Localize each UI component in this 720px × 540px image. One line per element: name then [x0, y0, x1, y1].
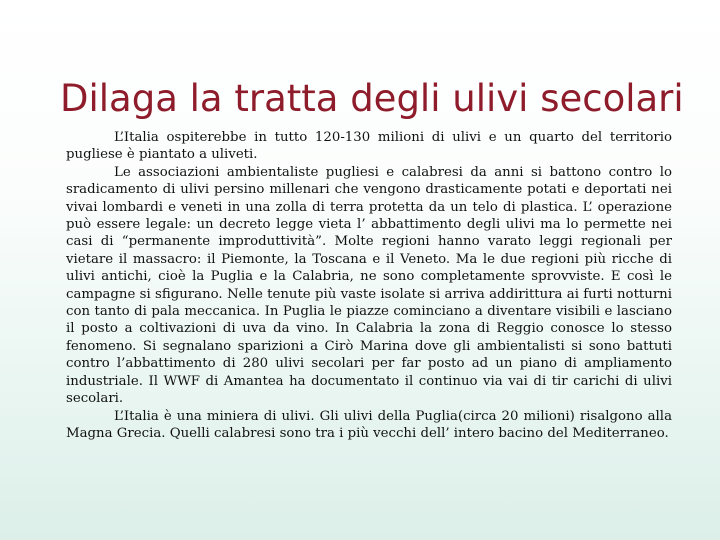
paragraph-associations: Le associazioni ambientaliste pugliesi e calabresi da anni si battono contro lo sradicamento di ulivi persino millenari che vengono drasticamente potati e deportati nei vivai lombardi e veneti in una zolla di terra protetta da un telo di plastica. L’ operazione può essere legale: un decreto legge vieta l’ abbattimento degli ulivi ma lo permette nei casi di “permanente improduttività”. Molte regioni hanno varato leggi regionali per vietare il massacro: il Piemonte, la Toscana e il Veneto. Ma le due regioni più ricche di ulivi antichi, cioè la Puglia e la Calabria, ne sono completamente sprovviste. E così le campagne si sfigurano. Nelle tenute più vaste isolate si arriva addirittura ai furti notturni con tanto di pala meccanica. In Puglia le piazze cominciano a diventare visibili e lasciano il posto a coltivazioni di uva da vino. In Calabria la zona di Reggio conosce lo stesso fenomeno. Si segnalano sparizioni a Cirò Marina dove gli ambientalisti si sono battuti contro l’abbattimento di 280 ulivi secolari per far posto ad un piano di ampliamento industriale. Il WWF di Amantea ha documentato il continuo via vai di tir carichi di ulivi secolari.	[66, 164, 672, 407]
paragraph-intro: L’Italia ospiterebbe in tutto 120-130 milioni di ulivi e un quarto del territorio pugliese è piantato a uliveti.	[66, 130, 672, 163]
slide-body	[66, 129, 672, 442]
paragraph-conclusion: L’Italia è una miniera di ulivi. Gli ulivi della Puglia(circa 20 milioni) risalgono alla Magna Grecia. Quelli calabresi sono tra i più vecchi dell’ intero bacino del Mediterraneo.	[66, 408, 672, 441]
slide-title: Dilaga la tratta degli ulivi secolari	[60, 77, 684, 120]
